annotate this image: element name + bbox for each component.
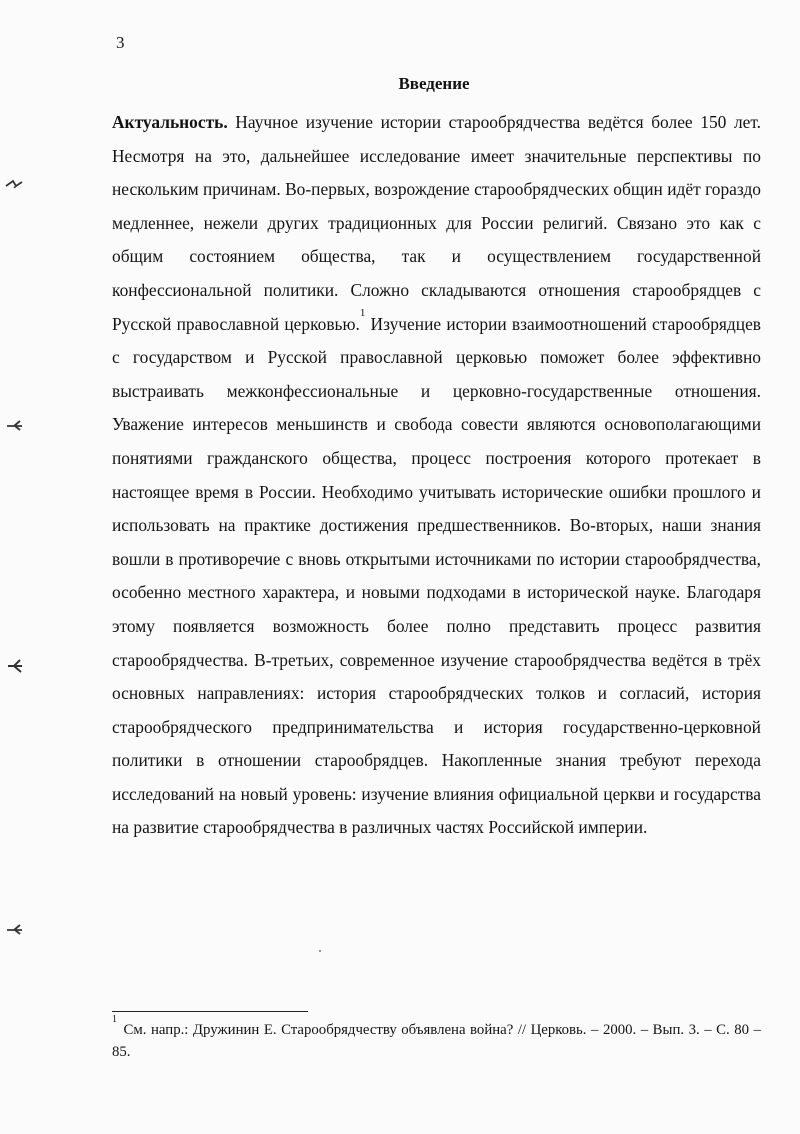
- margin-scan-mark: [4, 177, 24, 191]
- footnote-separator: [112, 1011, 308, 1012]
- main-paragraph: [112, 106, 761, 845]
- paragraph-text-part-1: Научное изучение истории старообрядчества ведётся более 150 лет. Несмотря на это, дальнейшее исследование имеет значительные перспективы по нескольким причинам. Во-первых, возрождение старообрядческих общин идёт гораздо медленнее, нежели других традиционных для России религий. Связано это как с общим состоянием общества, так и осуществлением государственной конфессиональной политики. Сложно складываются отношения старообрядцев с Русской православной церковью.: [112, 112, 761, 334]
- footnote: [112, 1014, 761, 1063]
- footnote-number: 1: [112, 1014, 117, 1026]
- footnote-text: См. напр.: Дружинин Е. Старообрядчеству объявлена война? // Церковь. – 2000. – Вып. 3. – С. 80 – 85.: [112, 1022, 761, 1060]
- section-title: Введение: [398, 74, 470, 93]
- footnote-reference[interactable]: 1: [359, 306, 366, 319]
- scan-speck: [319, 950, 321, 952]
- margin-scan-mark: [4, 659, 24, 673]
- paragraph-text-part-2: Изучение истории взаимоотношений старообрядцев с государством и Русской православной церковью поможет более эффективно выстраивать межконфессиональные и церковно-государственные отношения. Уважение интересов меньшинств и свобода совести являются основополагающими понятиями гражданского общества, процесс построения которого протекает в настоящее время в России. Необходимо учитывать исторические ошибки прошлого и использовать на практике достижения предшественников. Во-вторых, наши знания вошли в противоречие с вновь открытыми источниками по истории старообрядчества, особенно местного характера, и новыми подходами в исторической науке. Благодаря этому появляется возможность более полно представить процесс развития старообрядчества. В-третьих, современное изучение старообрядчества ведётся в трёх основных направлениях: история старообрядческих толков и согласий, история старообрядческого предпринимательства и история государственно-церковной политики в отношении старообрядцев. Накопленные знания требуют перехода исследований на новый уровень: изучение влияния официальной церкви и государства на развитие старообрядчества в различных частях Российской империи.: [112, 313, 762, 838]
- page-number: 3: [116, 33, 125, 52]
- margin-scan-mark: [4, 922, 24, 936]
- paragraph-lead: Актуальность.: [112, 112, 228, 132]
- margin-scan-mark: [4, 418, 24, 432]
